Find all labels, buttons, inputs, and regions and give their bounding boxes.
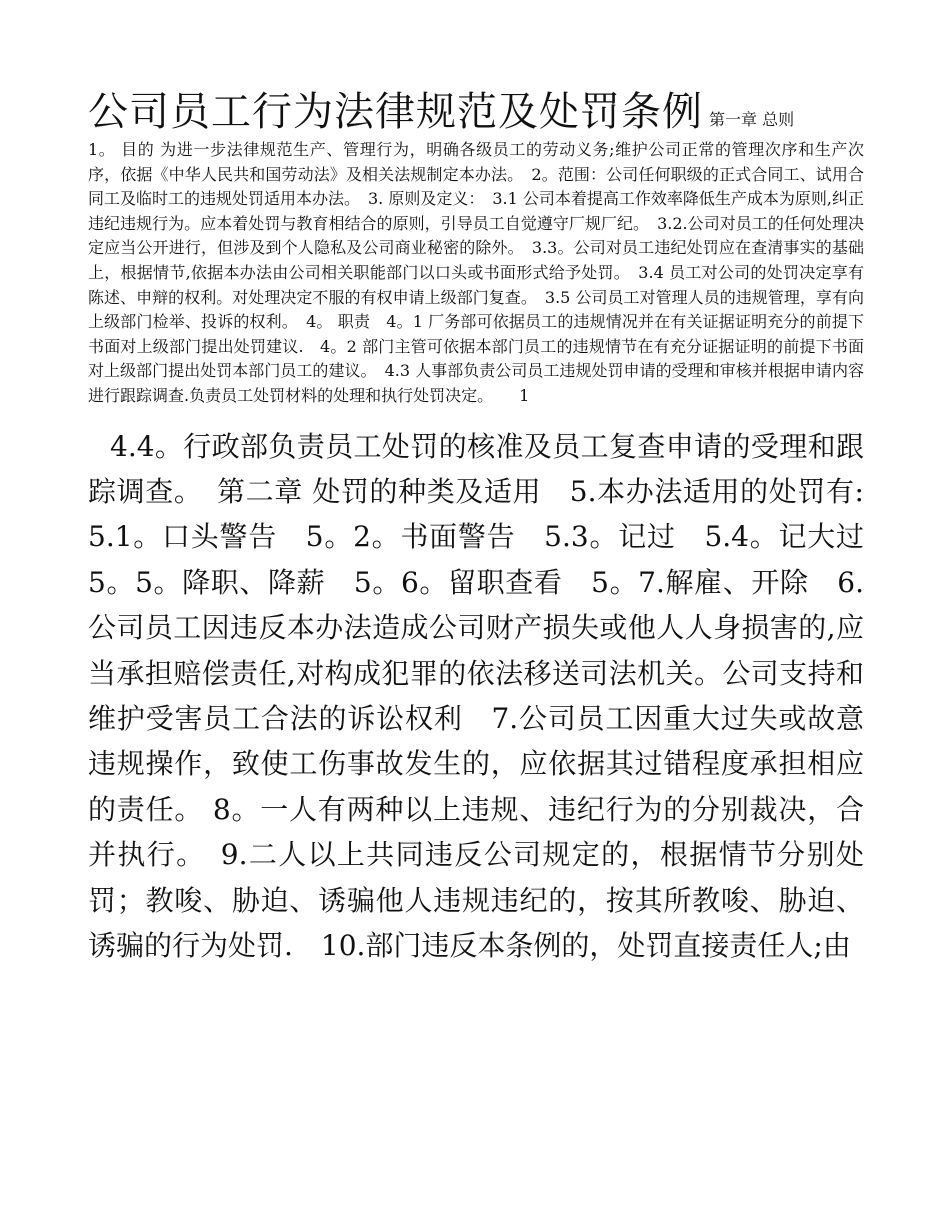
chapter-one-label: 第一章 总则 — [709, 110, 795, 129]
chapter-two-text: 4.4。行政部负责员工处罚的核准及员工复查申请的受理和跟踪调查。 第二章 处罚的种类及适用 5.本办法适用的处罚有: 5.1。口头警告 5。2。书面警告 5.3。记过 5.4。记大过 5。5。降职、降薪 5。6。留职查看 5。7.解雇、开除 6.公司员工因违反本办法造成公司财产损失或他人人身损害的,应当承担赔偿责任,对构成犯罪的依法移送司法机关。公司支持和维护受害员工合法的诉讼权利 7.公司员工因重大过失或故意违规操作，致使工伤事故发生的，应依据其过错程度承担相应的责任。 8。一人有两种以上违规、违纪行为的分别裁决，合并执行。 9.二人以上共同违反公司规定的，根据情节分别处罚；教唆、胁迫、诱骗他人违规违纪的，按其所教唆、胁迫、诱骗的行为处罚. 10.部门违反本条例的，处罚直接责任人;由 — [88, 429, 893, 962]
document-page — [88, 86, 893, 968]
second-page-body — [88, 424, 893, 969]
first-page-body — [88, 86, 864, 409]
page-number: 1 — [519, 385, 530, 405]
document-title: 公司员工行为法律规范及处罚条例 — [88, 89, 703, 135]
chapter-one-text: 1。 目的 为进一步法律规范生产、管理行为，明确各级员工的劳动义务;维护公司正常的管理次序和生产次序，依据《中华人民共和国劳动法》及相关法规制定本办法。 2。范围：公司任何职级的正式合同工、试用合同工及临时工的违规处罚适用本办法。 3. 原则及定义： 3.1 公司本着提高工作效率降低生产成本为原则,纠正违纪违规行为。应本着处罚与教育相结合的原则，引导员工自觉遵守厂规厂纪。 3.2.公司对员工的任何处理决定应当公开进行，但涉及到个人隐私及公司商业秘密的除外。 3.3。公司对员工违纪处罚应在查清事实的基础上，根据情节,依据本办法由公司相关职能部门以口头或书面形式给予处罚。 3.4 员工对公司的处罚决定享有陈述、申辩的权利。对处理决定不服的有权申请上级部门复查。 3.5 公司员工对管理人员的违规管理，享有向上级部门检举、投诉的权利。 4。 职责 4。1 厂务部可依据员工的违规情况并在有关证据证明充分的前提下书面对上级部门提出处罚建议. 4。2 部门主管可依据本部门员工的违规情节在有充分证据证明的前提下书面对上级部门提出处罚本部门员工的建议。 4.3 人事部负责公司员工违规处罚申请的受理和审核并根据申请内容进行跟踪调查.负责员工处罚材料的处理和执行处罚决定。 — [88, 140, 864, 405]
